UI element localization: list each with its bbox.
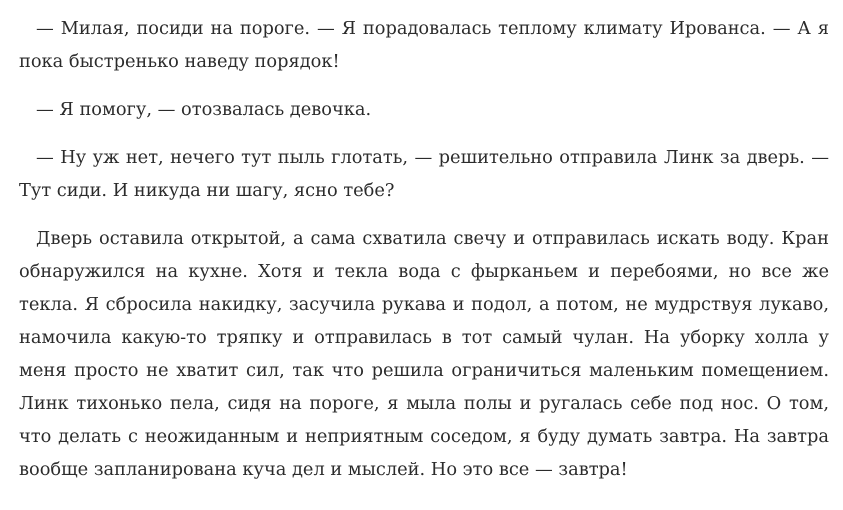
paragraph-2: — Я помогу, — отозвалась девочка. bbox=[36, 99, 372, 120]
paragraph-4: Дверь оставила открытой, а сама схватила свечу и отправилась искать воду. Кран обнаружился на кухне. Хотя и текла вода с фырканьем и перебоями, но все же текла. Я сбросила накидку, засучила рукава и подол, а потом, не мудрствуя лукаво, намочила какую-то тряпку и отправилась в тот самый чулан. На уборку холла у меня просто не хватит сил, так что решила ограничиться маленьким помещением. Линк тихонько пела, сидя на пороге, я мыла полы и ругалась себе под нос. О том, что делать с неожиданным и неприятным соседом, я буду думать завтра. На завтра вообще запланирована куча дел и мыслей. Но это все — завтра! bbox=[19, 228, 829, 480]
paragraph-3: — Ну уж нет, нечего тут пыль глотать, — решительно отправила Линк за дверь. — Тут сиди. И никуда ни шагу, ясно тебе? bbox=[19, 147, 829, 201]
paragraph-1: — Милая, посиди на пороге. — Я порадовалась теплому климату Ированса. — А я пока быстренько наведу порядок! bbox=[19, 18, 829, 72]
